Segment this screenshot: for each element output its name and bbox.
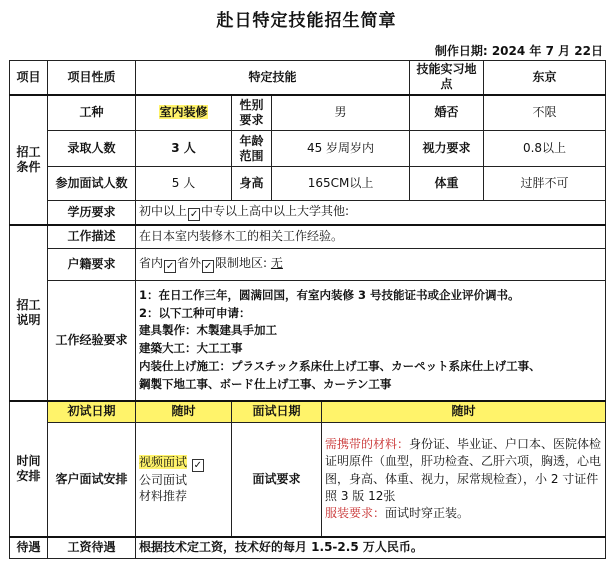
req-materials-label: 需携带的材料： <box>325 436 410 451</box>
value-education <box>136 201 606 225</box>
exp-line: 2：以下工种可申请： <box>139 305 251 320</box>
header-location-label: 技能实习地点 <box>410 61 484 95</box>
edu-option-middle: 初中以上 <box>139 203 188 218</box>
value-interview-req <box>322 423 606 537</box>
row-dates <box>10 401 606 423</box>
value-height: 165CM以上 <box>272 167 410 201</box>
label-job-desc: 工作描述 <box>48 225 136 249</box>
section-pay: 待遇 <box>10 537 48 559</box>
label-height: 身高 <box>232 167 272 201</box>
req-dress-label: 服装要求： <box>325 506 386 521</box>
row-interview <box>10 423 606 537</box>
row-pay <box>10 537 606 559</box>
checkmark-icon: ✓ <box>203 261 213 272</box>
req-dress: 面试时穿正装。 <box>385 506 470 521</box>
header-nature: 项目性质 <box>48 61 136 95</box>
value-job-desc: 在日本室内装修木工的相关工作经验。 <box>136 225 606 249</box>
exp-line: 1：在日工作三年，圆满回国，有室内装修 3 号技能证书或企业评价调书。 <box>139 287 520 302</box>
header-project: 项目 <box>10 61 48 95</box>
label-education: 学历要求 <box>48 201 136 225</box>
section-schedule: 时间安排 <box>10 401 48 537</box>
label-interview-count: 参加面试人数 <box>48 167 136 201</box>
row-hukou <box>10 249 606 281</box>
value-vision: 0.8以上 <box>484 131 606 167</box>
header-type: 特定技能 <box>136 61 410 95</box>
label-weight: 体重 <box>410 167 484 201</box>
label-job-type: 工种 <box>48 95 136 131</box>
row-experience <box>10 281 606 401</box>
checkmark-icon: ✓ <box>165 261 175 272</box>
value-experience <box>136 281 606 401</box>
row-job-desc <box>10 225 606 249</box>
label-first-date: 初试日期 <box>48 401 136 423</box>
label-client-interview: 客户面试安排 <box>48 423 136 537</box>
value-pay: 根据技术定工资，技术好的每月 1.5-2.5 万人民币。 <box>136 537 606 559</box>
page-title: 赴日特定技能招生简章 <box>216 11 397 31</box>
row-education <box>10 201 606 225</box>
hukou-restricted: 限制地区: <box>215 256 268 270</box>
recruitment-table <box>9 60 606 559</box>
label-marriage: 婚否 <box>410 95 484 131</box>
label-interview-date: 面试日期 <box>232 401 322 423</box>
header-row <box>10 61 606 95</box>
label-age: 年龄范围 <box>232 131 272 167</box>
label-gender: 性别要求 <box>232 95 272 131</box>
value-first-date: 随时 <box>136 401 232 423</box>
value-gender: 男 <box>272 95 410 131</box>
row-interview-count <box>10 167 606 201</box>
row-job-type <box>10 95 606 131</box>
header-location: 东京 <box>484 61 606 95</box>
value-age: 45 岁周岁内 <box>272 131 410 167</box>
edu-option-other: 高中以上大学其他: <box>249 203 350 218</box>
section-recruit-notes: 招工说明 <box>10 225 48 401</box>
exp-line: 建具製作：木製建具手加工 <box>139 323 277 338</box>
label-headcount: 录取人数 <box>48 131 136 167</box>
section-recruit-conditions: 招工条件 <box>10 95 48 225</box>
option-video-interview: 视频面试 <box>139 455 188 470</box>
value-job-type: 室内装修 <box>159 105 208 120</box>
label-hukou: 户籍要求 <box>48 249 136 281</box>
row-headcount <box>10 131 606 167</box>
hukou-out-province: 省外 <box>177 256 202 270</box>
value-weight: 过胖不可 <box>484 167 606 201</box>
creation-date: 制作日期: 2024 年 7 月 22日 <box>434 44 603 58</box>
exp-line: 内装仕上げ施工：プラスチック系床仕上げ工事、カーペット系床仕上げ工事、 <box>139 359 541 374</box>
label-experience: 工作经验要求 <box>48 281 136 401</box>
req-materials: 身份证、毕业证、户口本、医院体检证明原件（血型，肝功检查、乙肝六项，胸透，心电图，身高、体重、视力，尿常规检查），小 2 寸证件照 3 版 12张 <box>325 436 602 503</box>
value-marriage: 不限 <box>484 95 606 131</box>
label-pay: 工资待遇 <box>48 537 136 559</box>
option-company-interview: 公司面试 <box>139 473 188 488</box>
value-headcount: 3 人 <box>136 131 232 167</box>
hukou-in-province: 省内 <box>139 256 164 270</box>
hukou-restricted-value: 无 <box>270 256 283 270</box>
exp-line: 建築大工：大工工事 <box>139 341 243 356</box>
option-material-recommend: 材料推荐 <box>139 489 188 504</box>
label-vision: 视力要求 <box>410 131 484 167</box>
value-hukou <box>136 249 606 281</box>
label-interview-req: 面试要求 <box>232 423 322 537</box>
value-client-interview <box>136 423 232 537</box>
checkmark-icon: ✓ <box>189 208 199 220</box>
checkmark-icon: ✓ <box>193 460 203 472</box>
value-interview-count: 5 人 <box>136 167 232 201</box>
value-interview-date: 随时 <box>322 401 606 423</box>
exp-line: 鋼製下地工事、ボード仕上げ工事、カーテン工事 <box>139 376 392 391</box>
edu-option-vocational: 中专以上 <box>201 203 250 218</box>
